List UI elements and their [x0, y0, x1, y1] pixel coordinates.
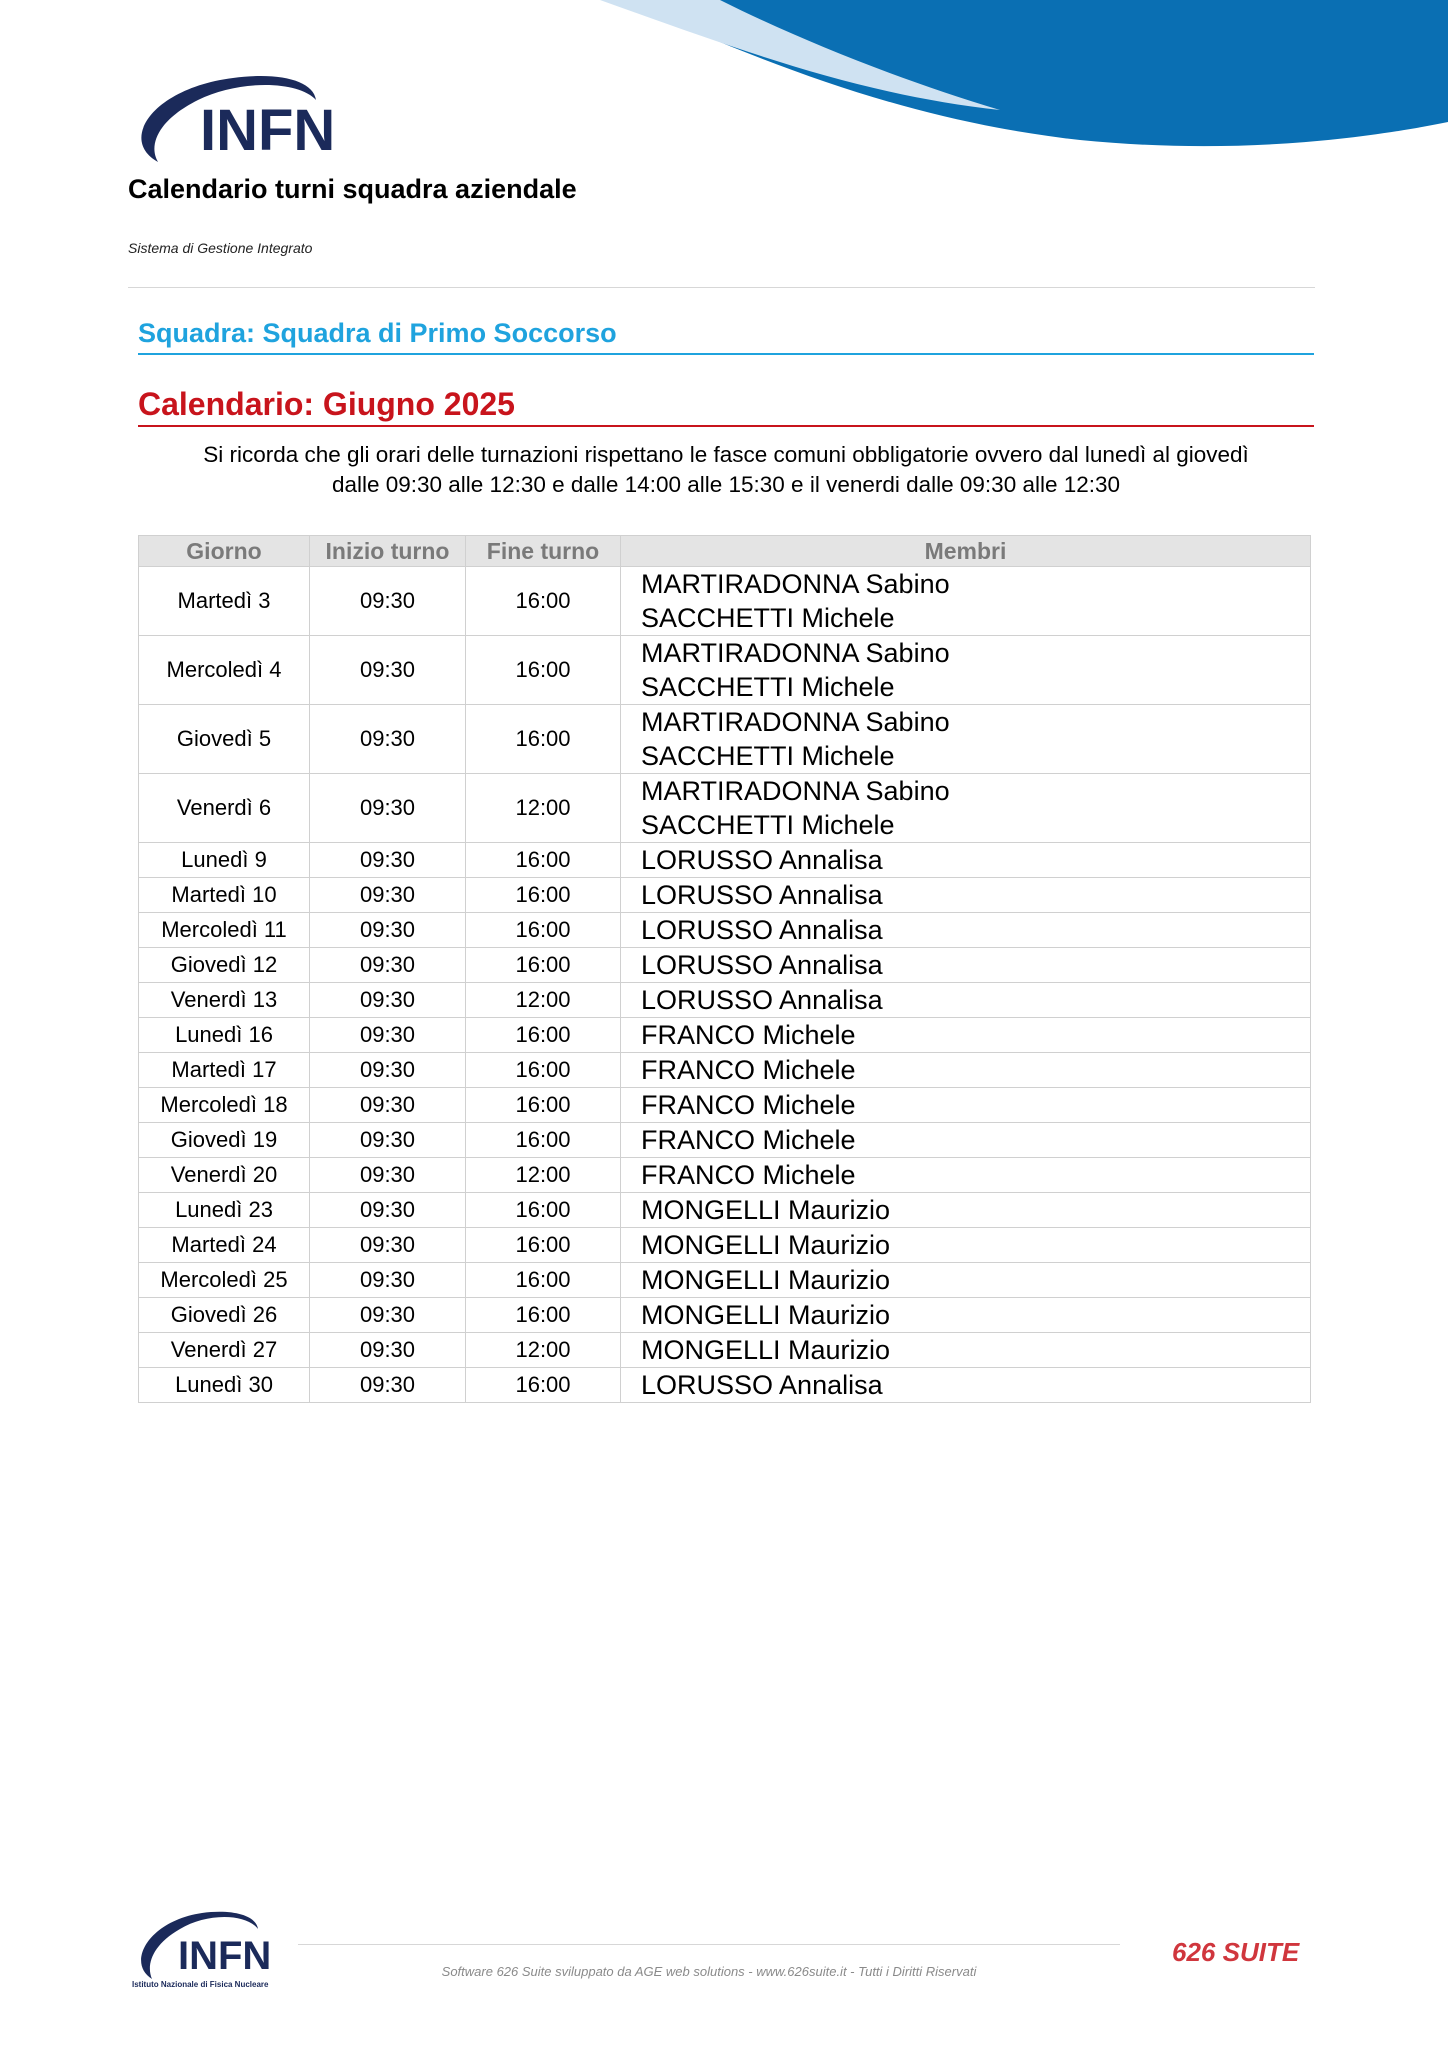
day-cell: Giovedì 26: [139, 1298, 310, 1333]
table-row: [139, 1298, 1311, 1333]
member-name: SACCHETTI Michele: [641, 672, 895, 702]
header-divider: [128, 287, 1315, 288]
day-cell: Giovedì 12: [139, 948, 310, 983]
members-cell: [621, 774, 1311, 843]
start-time-cell: 09:30: [310, 774, 466, 843]
table-row: [139, 1088, 1311, 1123]
start-time-cell: 09:30: [310, 1298, 466, 1333]
table-row: [139, 567, 1311, 636]
table-row: [139, 705, 1311, 774]
members-cell: [621, 1053, 1311, 1088]
table-row: [139, 1158, 1311, 1193]
members-cell: [621, 1228, 1311, 1263]
start-time-cell: 09:30: [310, 1333, 466, 1368]
table-header-row: [139, 536, 1311, 567]
end-time-cell: 16:00: [466, 1298, 621, 1333]
end-time-cell: 12:00: [466, 1333, 621, 1368]
day-cell: Martedì 10: [139, 878, 310, 913]
table-row: [139, 843, 1311, 878]
members-cell: [621, 1123, 1311, 1158]
day-cell: Lunedì 30: [139, 1368, 310, 1403]
day-cell: Venerdì 13: [139, 983, 310, 1018]
day-cell: Venerdì 6: [139, 774, 310, 843]
start-time-cell: 09:30: [310, 1088, 466, 1123]
end-time-cell: 16:00: [466, 567, 621, 636]
table-row: [139, 1018, 1311, 1053]
member-name: MARTIRADONNA Sabino: [641, 638, 950, 668]
day-cell: Lunedì 9: [139, 843, 310, 878]
member-name: LORUSSO Annalisa: [641, 1370, 883, 1400]
start-time-cell: 09:30: [310, 567, 466, 636]
calendar-heading: Calendario: Giugno 2025: [138, 386, 1314, 427]
end-time-cell: 16:00: [466, 705, 621, 774]
end-time-cell: 16:00: [466, 1263, 621, 1298]
member-name: FRANCO Michele: [641, 1055, 856, 1085]
member-name: LORUSSO Annalisa: [641, 880, 883, 910]
start-time-cell: 09:30: [310, 1158, 466, 1193]
table-row: [139, 774, 1311, 843]
day-cell: Martedì 17: [139, 1053, 310, 1088]
column-header-day: Giorno: [139, 536, 310, 567]
members-cell: [621, 1333, 1311, 1368]
member-name: MONGELLI Maurizio: [641, 1300, 891, 1330]
day-cell: Venerdì 27: [139, 1333, 310, 1368]
start-time-cell: 09:30: [310, 948, 466, 983]
footer-divider: [298, 1944, 1120, 1945]
day-cell: Venerdì 20: [139, 1158, 310, 1193]
start-time-cell: 09:30: [310, 1263, 466, 1298]
squad-heading: Squadra: Squadra di Primo Soccorso: [138, 318, 1314, 355]
end-time-cell: 16:00: [466, 1228, 621, 1263]
suite-logo-text: 626 SUITE: [1172, 1937, 1300, 1967]
end-time-cell: 16:00: [466, 1053, 621, 1088]
member-name: LORUSSO Annalisa: [641, 915, 883, 945]
infn-logo: [128, 70, 338, 170]
members-cell: [621, 1263, 1311, 1298]
member-name: FRANCO Michele: [641, 1020, 856, 1050]
members-cell: [621, 567, 1311, 636]
start-time-cell: 09:30: [310, 1123, 466, 1158]
member-name: MONGELLI Maurizio: [641, 1230, 891, 1260]
shift-table: [138, 535, 1311, 1403]
start-time-cell: 09:30: [310, 1018, 466, 1053]
day-cell: Martedì 3: [139, 567, 310, 636]
schedule-note: [138, 440, 1314, 500]
start-time-cell: 09:30: [310, 1193, 466, 1228]
end-time-cell: 12:00: [466, 774, 621, 843]
member-name: SACCHETTI Michele: [641, 810, 895, 840]
members-cell: [621, 948, 1311, 983]
start-time-cell: 09:30: [310, 705, 466, 774]
day-cell: Lunedì 23: [139, 1193, 310, 1228]
column-header-members: Membri: [621, 536, 1311, 567]
member-name: MONGELLI Maurizio: [641, 1335, 891, 1365]
footer-copyright: Software 626 Suite sviluppato da AGE web solutions - www.626suite.it - Tutti i Diritti Riservati: [441, 1964, 977, 1979]
table-row: [139, 913, 1311, 948]
members-cell: [621, 1018, 1311, 1053]
start-time-cell: 09:30: [310, 636, 466, 705]
end-time-cell: 16:00: [466, 1368, 621, 1403]
end-time-cell: 16:00: [466, 1088, 621, 1123]
members-cell: [621, 878, 1311, 913]
table-row: [139, 1263, 1311, 1298]
member-name: MONGELLI Maurizio: [641, 1265, 891, 1295]
day-cell: Martedì 24: [139, 1228, 310, 1263]
members-cell: [621, 913, 1311, 948]
members-cell: [621, 1193, 1311, 1228]
end-time-cell: 16:00: [466, 1018, 621, 1053]
column-header-end: Fine turno: [466, 536, 621, 567]
member-name: MARTIRADONNA Sabino: [641, 569, 950, 599]
members-cell: [621, 1158, 1311, 1193]
end-time-cell: 16:00: [466, 843, 621, 878]
member-name: FRANCO Michele: [641, 1125, 856, 1155]
start-time-cell: 09:30: [310, 913, 466, 948]
626suite-logo: [1170, 1935, 1305, 1969]
day-cell: Giovedì 5: [139, 705, 310, 774]
member-name: FRANCO Michele: [641, 1090, 856, 1120]
end-time-cell: 12:00: [466, 983, 621, 1018]
members-cell: [621, 1298, 1311, 1333]
member-name: LORUSSO Annalisa: [641, 845, 883, 875]
member-name: LORUSSO Annalisa: [641, 950, 883, 980]
member-name: MONGELLI Maurizio: [641, 1195, 891, 1225]
table-row: [139, 948, 1311, 983]
start-time-cell: 09:30: [310, 1053, 466, 1088]
member-name: MARTIRADONNA Sabino: [641, 707, 950, 737]
members-cell: [621, 1088, 1311, 1123]
table-row: [139, 1368, 1311, 1403]
member-name: FRANCO Michele: [641, 1160, 856, 1190]
table-row: [139, 1333, 1311, 1368]
day-cell: Mercoledì 11: [139, 913, 310, 948]
start-time-cell: 09:30: [310, 1228, 466, 1263]
start-time-cell: 09:30: [310, 983, 466, 1018]
end-time-cell: 16:00: [466, 878, 621, 913]
table-row: [139, 1193, 1311, 1228]
footer-infn-logo: [132, 1905, 272, 1985]
member-name: MARTIRADONNA Sabino: [641, 776, 950, 806]
end-time-cell: 16:00: [466, 1193, 621, 1228]
table-row: [139, 1053, 1311, 1088]
end-time-cell: 16:00: [466, 913, 621, 948]
day-cell: Mercoledì 25: [139, 1263, 310, 1298]
start-time-cell: 09:30: [310, 878, 466, 913]
start-time-cell: 09:30: [310, 843, 466, 878]
members-cell: [621, 636, 1311, 705]
shift-table-body: [139, 567, 1311, 1403]
logo-text: INFN: [200, 98, 336, 163]
members-cell: [621, 1368, 1311, 1403]
day-cell: Mercoledì 18: [139, 1088, 310, 1123]
table-row: [139, 983, 1311, 1018]
start-time-cell: 09:30: [310, 1368, 466, 1403]
end-time-cell: 16:00: [466, 636, 621, 705]
day-cell: Mercoledì 4: [139, 636, 310, 705]
table-row: [139, 1123, 1311, 1158]
table-row: [139, 1228, 1311, 1263]
document-subtitle: Sistema di Gestione Integrato: [128, 240, 313, 256]
end-time-cell: 16:00: [466, 948, 621, 983]
end-time-cell: 12:00: [466, 1158, 621, 1193]
end-time-cell: 16:00: [466, 1123, 621, 1158]
day-cell: Lunedì 16: [139, 1018, 310, 1053]
schedule-note-line: Si ricorda che gli orari delle turnazioni rispettano le fasce comuni obbligatorie ovvero dal lunedì al giovedì: [203, 442, 1249, 467]
day-cell: Giovedì 19: [139, 1123, 310, 1158]
members-cell: [621, 705, 1311, 774]
member-name: LORUSSO Annalisa: [641, 985, 883, 1015]
document-title: Calendario turni squadra aziendale: [128, 174, 577, 204]
member-name: SACCHETTI Michele: [641, 603, 895, 633]
footer-logo-text: INFN: [178, 1934, 272, 1978]
footer-logo-caption: Istituto Nazionale di Fisica Nucleare: [132, 1980, 269, 1989]
member-name: SACCHETTI Michele: [641, 741, 895, 771]
column-header-start: Inizio turno: [310, 536, 466, 567]
table-row: [139, 636, 1311, 705]
members-cell: [621, 983, 1311, 1018]
schedule-note-line: dalle 09:30 alle 12:30 e dalle 14:00 alle 15:30 e il venerdi dalle 09:30 alle 12:30: [331, 472, 1121, 497]
members-cell: [621, 843, 1311, 878]
table-row: [139, 878, 1311, 913]
